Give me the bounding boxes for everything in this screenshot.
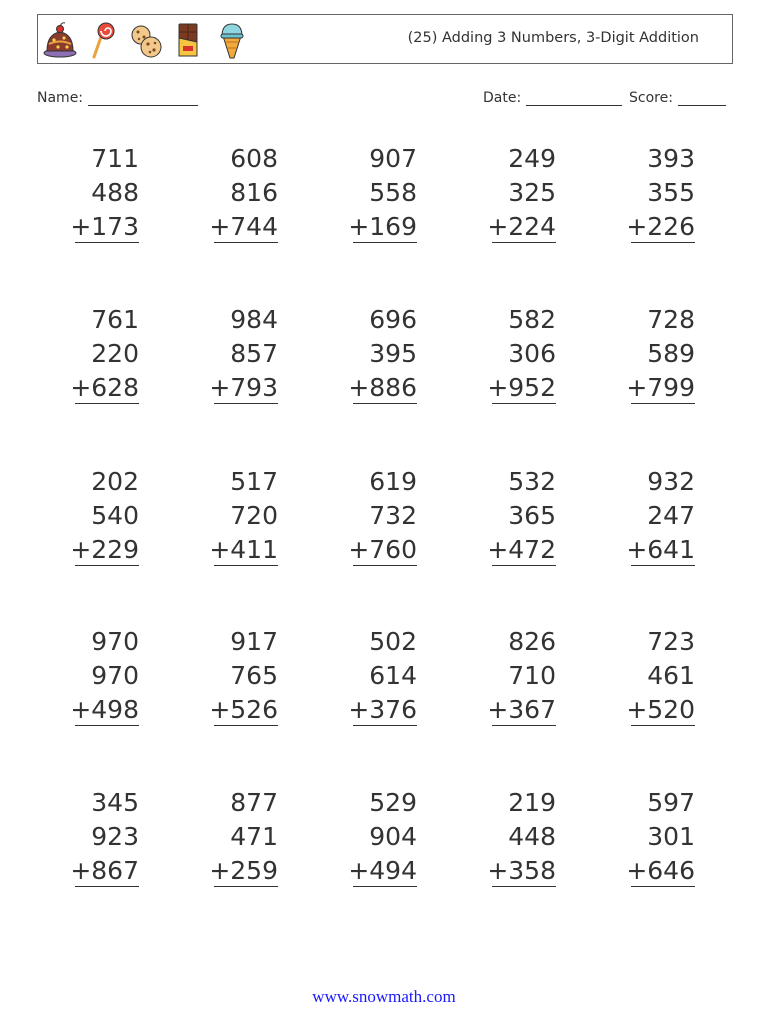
addend-with-plus: +526 — [209, 695, 278, 724]
addend: 826 — [508, 627, 556, 656]
addend: 301 — [647, 822, 695, 851]
addition-problem — [329, 465, 417, 567]
chocolate-bar-icon — [171, 20, 207, 60]
addend-with-plus: +760 — [348, 535, 417, 564]
addend: 306 — [508, 339, 556, 368]
addition-problem — [607, 625, 695, 727]
answer-line — [492, 886, 556, 887]
answer-line — [214, 565, 278, 566]
addend: 614 — [369, 661, 417, 690]
answer-line — [631, 565, 695, 566]
addend: 710 — [508, 661, 556, 690]
addend: 857 — [230, 339, 278, 368]
addition-problem — [607, 303, 695, 405]
addend-with-plus: +744 — [209, 212, 278, 241]
addend: 220 — [91, 339, 139, 368]
addition-problem — [190, 625, 278, 727]
addend: 540 — [91, 501, 139, 530]
addition-problem — [607, 786, 695, 888]
addition-problem — [51, 465, 139, 567]
addend: 461 — [647, 661, 695, 690]
addend: 325 — [508, 178, 556, 207]
answer-line — [214, 242, 278, 243]
lollipop-icon — [85, 20, 121, 60]
addend: 816 — [230, 178, 278, 207]
addend: 970 — [91, 627, 139, 656]
answer-line — [353, 565, 417, 566]
answer-line — [631, 242, 695, 243]
addition-problem — [329, 625, 417, 727]
cake-icon — [42, 20, 78, 60]
addition-problem — [468, 303, 556, 405]
answer-line — [492, 565, 556, 566]
date-blank[interactable] — [526, 91, 622, 106]
answer-line — [75, 886, 139, 887]
addend: 984 — [230, 305, 278, 334]
addition-problem — [190, 786, 278, 888]
addend: 249 — [508, 144, 556, 173]
addend: 765 — [230, 661, 278, 690]
addend: 589 — [647, 339, 695, 368]
addend-with-plus: +411 — [209, 535, 278, 564]
addend: 488 — [91, 178, 139, 207]
answer-line — [75, 403, 139, 404]
addition-problem — [468, 465, 556, 567]
addition-problem — [607, 142, 695, 244]
addend: 877 — [230, 788, 278, 817]
addend: 696 — [369, 305, 417, 334]
addend: 355 — [647, 178, 695, 207]
answer-line — [492, 403, 556, 404]
addend-with-plus: +173 — [70, 212, 139, 241]
answer-line — [75, 565, 139, 566]
addend: 923 — [91, 822, 139, 851]
addition-problem — [468, 625, 556, 727]
addend-with-plus: +376 — [348, 695, 417, 724]
addition-problem — [190, 465, 278, 567]
answer-line — [353, 242, 417, 243]
addition-problem — [468, 786, 556, 888]
addition-problem — [329, 786, 417, 888]
worksheet-title: (25) Adding 3 Numbers, 3-Digit Addition — [407, 30, 699, 46]
addend: 529 — [369, 788, 417, 817]
answer-line — [631, 403, 695, 404]
addend: 723 — [647, 627, 695, 656]
addend-with-plus: +494 — [348, 856, 417, 885]
addition-problem — [51, 625, 139, 727]
date-field[interactable] — [483, 90, 622, 106]
addition-problem — [329, 142, 417, 244]
name-label: Name: — [37, 90, 84, 106]
addend-with-plus: +229 — [70, 535, 139, 564]
score-field[interactable] — [629, 90, 726, 106]
addend: 345 — [91, 788, 139, 817]
worksheet-header — [37, 14, 733, 64]
addend: 247 — [647, 501, 695, 530]
addend: 393 — [647, 144, 695, 173]
addition-problem — [329, 303, 417, 405]
addend: 970 — [91, 661, 139, 690]
answer-line — [353, 403, 417, 404]
answer-line — [75, 725, 139, 726]
addend-with-plus: +646 — [626, 856, 695, 885]
addition-problem — [51, 786, 139, 888]
addend: 448 — [508, 822, 556, 851]
ice-cream-icon — [214, 20, 250, 60]
addend: 932 — [647, 467, 695, 496]
answer-line — [353, 725, 417, 726]
answer-line — [75, 242, 139, 243]
score-label: Score: — [629, 90, 673, 106]
addend-with-plus: +886 — [348, 373, 417, 402]
addend: 711 — [91, 144, 139, 173]
addend: 202 — [91, 467, 139, 496]
addend-with-plus: +226 — [626, 212, 695, 241]
addend-with-plus: +259 — [209, 856, 278, 885]
addend-with-plus: +358 — [487, 856, 556, 885]
addend: 582 — [508, 305, 556, 334]
score-blank[interactable] — [678, 91, 726, 106]
name-field[interactable] — [37, 90, 198, 106]
answer-line — [353, 886, 417, 887]
answer-line — [492, 242, 556, 243]
date-label: Date: — [483, 90, 522, 106]
addend: 907 — [369, 144, 417, 173]
addition-problem — [190, 142, 278, 244]
addend-with-plus: +641 — [626, 535, 695, 564]
cookies-icon — [128, 20, 164, 60]
addend-with-plus: +498 — [70, 695, 139, 724]
addend: 619 — [369, 467, 417, 496]
addition-problem — [190, 303, 278, 405]
addend: 904 — [369, 822, 417, 851]
answer-line — [214, 886, 278, 887]
addition-problem — [51, 142, 139, 244]
answer-line — [631, 886, 695, 887]
addition-problem — [51, 303, 139, 405]
footer-link[interactable]: www.snowmath.com — [312, 987, 456, 1006]
answer-line — [631, 725, 695, 726]
addend: 732 — [369, 501, 417, 530]
addend-with-plus: +628 — [70, 373, 139, 402]
addend: 608 — [230, 144, 278, 173]
addition-problem — [607, 465, 695, 567]
addend-with-plus: +952 — [487, 373, 556, 402]
addend: 720 — [230, 501, 278, 530]
answer-line — [214, 725, 278, 726]
addend: 761 — [91, 305, 139, 334]
addend: 502 — [369, 627, 417, 656]
addend: 728 — [647, 305, 695, 334]
addend: 395 — [369, 339, 417, 368]
addend: 471 — [230, 822, 278, 851]
addend-with-plus: +799 — [626, 373, 695, 402]
addend: 558 — [369, 178, 417, 207]
addition-problem — [468, 142, 556, 244]
addend-with-plus: +793 — [209, 373, 278, 402]
addend-with-plus: +224 — [487, 212, 556, 241]
addend: 517 — [230, 467, 278, 496]
name-blank[interactable] — [88, 91, 198, 106]
addend: 532 — [508, 467, 556, 496]
addend: 219 — [508, 788, 556, 817]
icon-strip — [42, 20, 257, 60]
addend: 365 — [508, 501, 556, 530]
answer-line — [214, 403, 278, 404]
addend-with-plus: +472 — [487, 535, 556, 564]
addend-with-plus: +169 — [348, 212, 417, 241]
answer-line — [492, 725, 556, 726]
addend-with-plus: +867 — [70, 856, 139, 885]
addend: 597 — [647, 788, 695, 817]
addend-with-plus: +367 — [487, 695, 556, 724]
addend-with-plus: +520 — [626, 695, 695, 724]
addend: 917 — [230, 627, 278, 656]
